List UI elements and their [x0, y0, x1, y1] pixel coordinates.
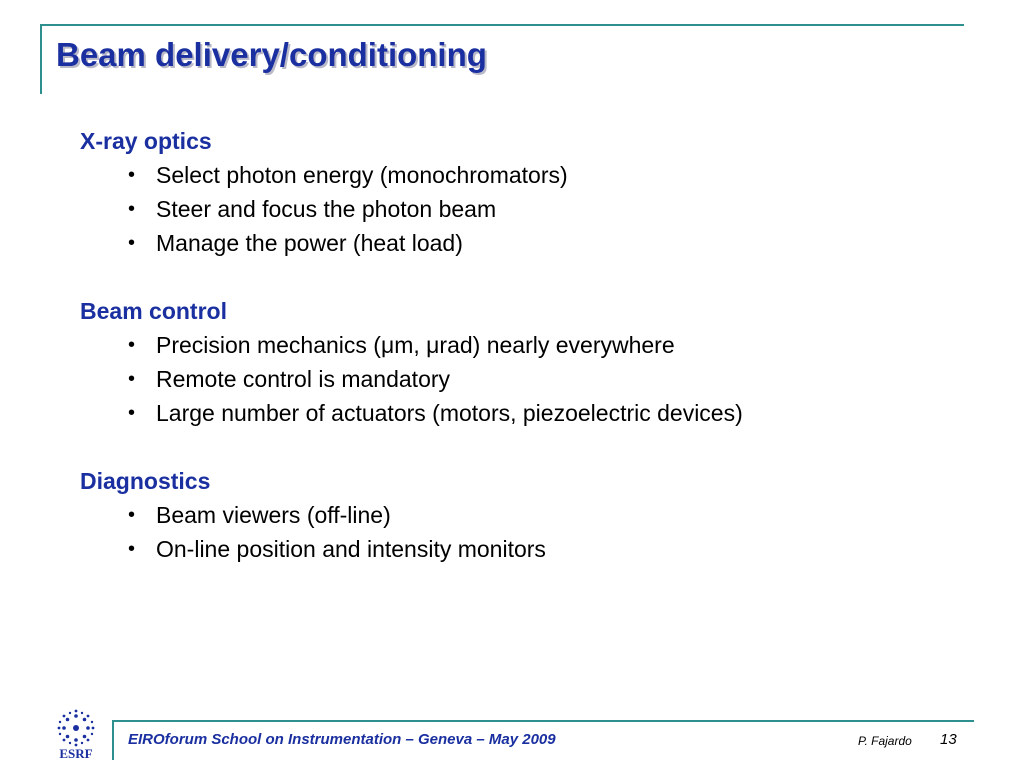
title-left-rule — [40, 24, 42, 94]
page-number: 13 — [940, 731, 957, 748]
bullet-icon: • — [128, 504, 136, 526]
bullet-icon: • — [128, 232, 136, 254]
bullet-item — [128, 226, 980, 260]
footer-top-rule — [112, 720, 974, 722]
slide-body — [80, 124, 980, 600]
bullet-item — [128, 192, 980, 226]
section-xray-optics — [80, 124, 980, 260]
footer-left-rule — [112, 720, 114, 760]
bullet-text: Precision mechanics (μm, μrad) nearly everywhere — [156, 332, 675, 358]
bullet-text: Beam viewers (off-line) — [156, 502, 391, 528]
esrf-logo — [50, 708, 102, 764]
bullet-icon: • — [128, 368, 136, 390]
section-heading: Beam control — [80, 298, 227, 324]
bullet-item — [128, 498, 980, 532]
bullet-item — [128, 158, 980, 192]
bullet-icon: • — [128, 538, 136, 560]
bullet-item — [128, 362, 980, 396]
bullet-item — [128, 532, 980, 566]
bullet-icon: • — [128, 334, 136, 356]
bullet-list — [80, 328, 980, 430]
bullet-icon: • — [128, 164, 136, 186]
logo-label: ESRF — [59, 746, 93, 761]
bullet-text: On-line position and intensity monitors — [156, 536, 546, 562]
bullet-list — [80, 158, 980, 260]
section-diagnostics — [80, 464, 980, 566]
bullet-text: Large number of actuators (motors, piezoelectric devices) — [156, 400, 743, 426]
footer-author: P. Fajardo — [858, 734, 912, 748]
bullet-text: Steer and focus the photon beam — [156, 196, 497, 222]
slide-title: Beam delivery/conditioning — [56, 36, 487, 73]
esrf-logo-icon — [50, 708, 102, 748]
bullet-list — [80, 498, 980, 566]
section-heading: Diagnostics — [80, 468, 211, 494]
title-top-rule — [40, 24, 964, 26]
section-beam-control — [80, 294, 980, 430]
footer-event-text: EIROforum School on Instrumentation – Geneva – May 2009 — [128, 731, 556, 748]
bullet-icon: • — [128, 402, 136, 424]
section-heading: X-ray optics — [80, 128, 212, 154]
bullet-text: Manage the power (heat load) — [156, 230, 463, 256]
bullet-item — [128, 396, 980, 430]
bullet-item — [128, 328, 980, 362]
bullet-text: Remote control is mandatory — [156, 366, 451, 392]
bullet-text: Select photon energy (monochromators) — [156, 162, 568, 188]
bullet-icon: • — [128, 198, 136, 220]
